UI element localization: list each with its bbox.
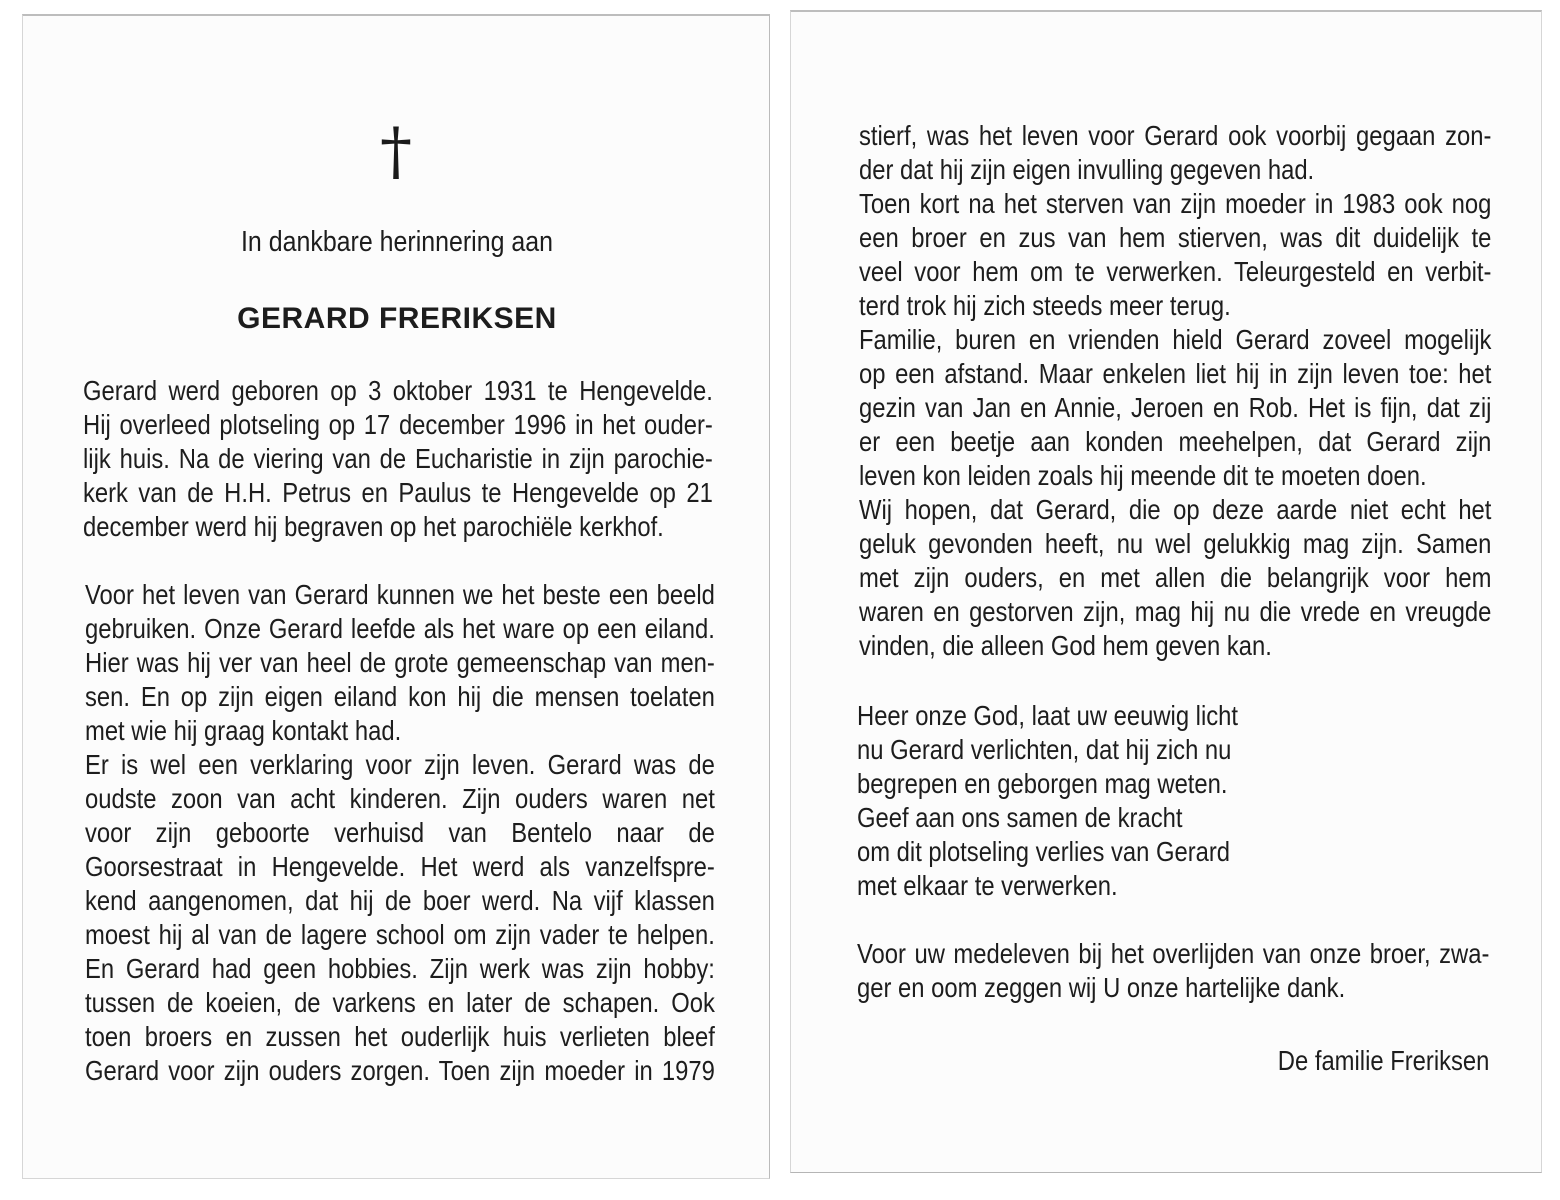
text-line: leven kon leiden zoals hij meende dit te moeten doen. bbox=[859, 460, 1427, 491]
text-line: Gerard werd geboren op 3 oktober 1931 te Hengevelde. bbox=[83, 375, 713, 406]
text-line: met wie hij graag kontakt had. bbox=[85, 715, 402, 746]
text-line: tussen de koeien, de varkens en later de schapen. Ook bbox=[85, 987, 715, 1018]
intro-line: In dankbare herinnering aan bbox=[241, 226, 553, 258]
family-signature bbox=[857, 1044, 1489, 1078]
prayer-line: Geef aan ons samen de kracht bbox=[857, 802, 1183, 833]
thanks-paragraph bbox=[857, 937, 1489, 1005]
text-line: voor zijn geboorte verhuisd van Bentelo naar de bbox=[85, 817, 715, 848]
text-line: stierf, was het leven voor Gerard ook voorbij gegaan zon- bbox=[859, 120, 1492, 151]
prayer-line: nu Gerard verlichten, dat hij zich nu bbox=[857, 734, 1232, 765]
text-line: Toen kort na het sterven van zijn moeder in 1983 ook nog bbox=[859, 188, 1492, 219]
life-story-paragraph bbox=[85, 578, 715, 1088]
text-line: op een afstand. Maar enkelen liet hij in zijn leven toe: het bbox=[859, 358, 1492, 389]
text-line: Voor het leven van Gerard kunnen we het beste een beeld bbox=[85, 579, 715, 610]
text-line: der dat hij zijn eigen invulling gegeven had. bbox=[859, 154, 1315, 185]
text-line: moest hij al van de lagere school om zijn vader te helpen. bbox=[85, 919, 715, 950]
text-line: lijk huis. Na de viering van de Eucharistie in zijn parochie- bbox=[83, 443, 713, 474]
text-line: waren en gestorven zijn, mag hij nu die vrede en vreugde bbox=[859, 596, 1492, 627]
text-line: gezin van Jan en Annie, Jeroen en Rob. Het is fijn, dat zij bbox=[859, 392, 1492, 423]
deceased-name: GERARD FRERIKSEN bbox=[237, 302, 557, 335]
text-line: Voor uw medeleven bij het overlijden van onze broer, zwa- bbox=[857, 938, 1490, 969]
text-line: Wij hopen, dat Gerard, die op deze aarde niet echt het bbox=[859, 494, 1492, 525]
text-line: er een beetje aan konden meehelpen, dat Gerard zijn bbox=[859, 426, 1492, 457]
text-line: ger en oom zeggen wij U onze hartelijke dank. bbox=[857, 972, 1346, 1003]
text-line: geluk gevonden heeft, nu wel gelukkig mag zijn. Samen bbox=[859, 528, 1492, 559]
life-story-continued bbox=[859, 119, 1491, 663]
prayer bbox=[857, 699, 1489, 903]
text-line: kerk van de H.H. Petrus en Paulus te Hengevelde op 21 bbox=[83, 477, 713, 508]
text-line: Goorsestraat in Hengevelde. Het werd als vanzelfspre- bbox=[85, 851, 715, 882]
text-line: Hier was hij ver van heel de grote gemeenschap van men- bbox=[85, 647, 715, 678]
text-line: Er is wel een verklaring voor zijn leven. Gerard was de bbox=[85, 749, 715, 780]
prayer-line: om dit plotseling verlies van Gerard bbox=[857, 836, 1231, 867]
text-line: december werd hij begraven op het parochiële kerkhof. bbox=[83, 511, 664, 542]
text-line: gebruiken. Onze Gerard leefde als het ware op een eiland. bbox=[85, 613, 715, 644]
text-line: een broer en zus van hem stierven, was dit duidelijk te bbox=[859, 222, 1492, 253]
text-line: kend aangenomen, dat hij de boer werd. Na vijf klassen bbox=[85, 885, 715, 916]
text-line: oudste zoon van acht kinderen. Zijn ouders waren net bbox=[85, 783, 715, 814]
left-card bbox=[22, 14, 770, 1179]
prayer-line: met elkaar te verwerken. bbox=[857, 870, 1118, 901]
text-line: Gerard voor zijn ouders zorgen. Toen zijn moeder in 1979 bbox=[85, 1055, 715, 1086]
text-line: En Gerard had geen hobbies. Zijn werk was zijn hobby: bbox=[85, 953, 715, 984]
text-line: veel voor hem om te verwerken. Teleurgesteld en verbit- bbox=[859, 256, 1492, 287]
text-line: vinden, die alleen God hem geven kan. bbox=[859, 630, 1272, 661]
text-line: sen. En op zijn eigen eiland kon hij die mensen toelaten bbox=[85, 681, 715, 712]
text-line: met zijn ouders, en met allen die belangrijk voor hem bbox=[859, 562, 1492, 593]
signature-line: De familie Freriksen bbox=[1277, 1045, 1490, 1076]
cross-symbol: † bbox=[380, 115, 412, 189]
prayer-line: begrepen en geborgen mag weten. bbox=[857, 768, 1228, 799]
birth-death-paragraph bbox=[83, 374, 713, 544]
text-line: Hij overleed plotseling op 17 december 1996 in het ouder- bbox=[83, 409, 713, 440]
prayer-line: Heer onze God, laat uw eeuwig licht bbox=[857, 700, 1239, 731]
text-line: Familie, buren en vrienden hield Gerard zoveel mogelijk bbox=[859, 324, 1492, 355]
text-line: toen broers en zussen het ouderlijk huis verlieten bleef bbox=[85, 1021, 715, 1052]
right-card bbox=[790, 10, 1542, 1173]
text-line: terd trok hij zich steeds meer terug. bbox=[859, 290, 1231, 321]
